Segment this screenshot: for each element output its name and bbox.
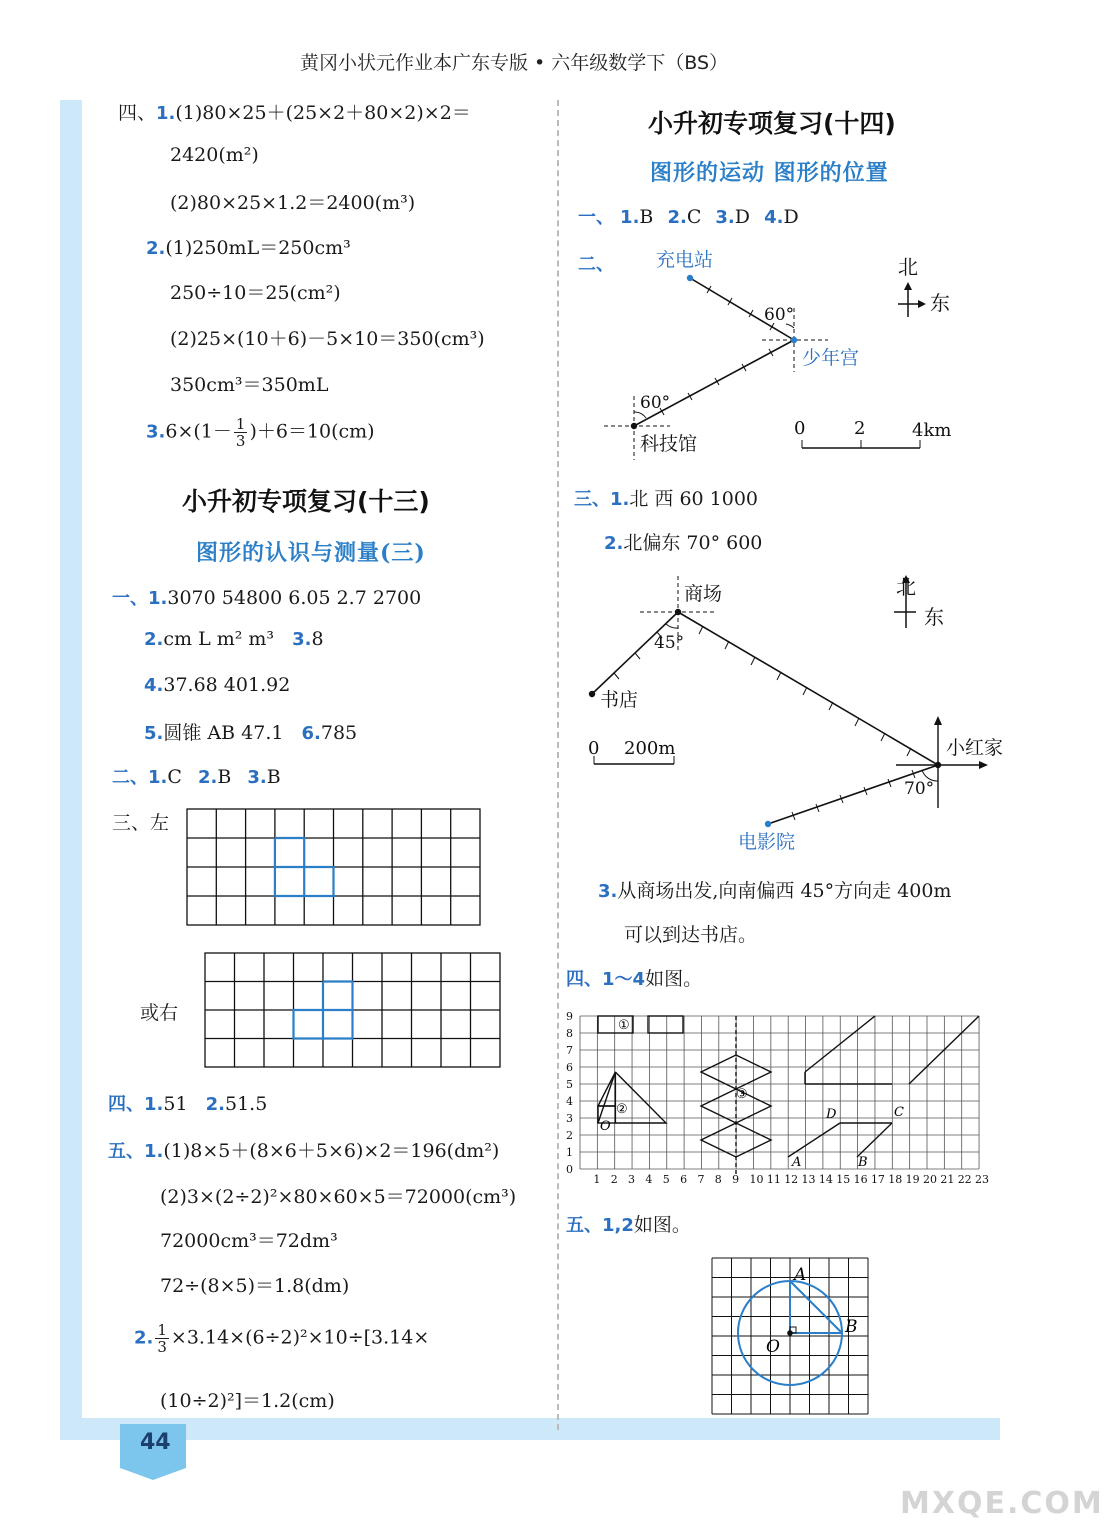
map-diagram-2: [578, 568, 1018, 858]
grid-mark: C: [894, 1105, 904, 1120]
r-part-4-label: [566, 964, 702, 991]
x-tick-label: 20: [923, 1173, 937, 1186]
part-2: [112, 763, 281, 789]
answer-text: 从商场出发,向南偏西 45°方向走 400m: [617, 880, 952, 902]
answer-text: 北偏东 70° 600: [623, 532, 763, 554]
part-3-alt-label: 或右: [140, 1002, 179, 1024]
circle-mark: B: [845, 1317, 858, 1337]
part-3-label: 三、左: [112, 812, 170, 834]
x-tick-label: 18: [888, 1173, 903, 1186]
coordinate-grid: [560, 1006, 990, 1194]
question-range: 1～4: [602, 969, 646, 990]
answer-text: )＋6＝10(cm): [249, 420, 375, 443]
part-1-q1: [112, 584, 421, 610]
x-tick-label: 22: [957, 1173, 972, 1186]
y-tick-label: 5: [566, 1078, 573, 1091]
question-number: 3.: [292, 629, 312, 650]
x-tick-label: 21: [940, 1173, 955, 1186]
question-number: 3.: [598, 881, 618, 902]
watermark: MXQE.COM: [900, 1486, 1104, 1521]
compass-north: 北: [896, 575, 916, 599]
grid-mark: ③: [736, 1087, 748, 1102]
answer-line: 2420(m²): [170, 144, 259, 166]
x-tick-label: 23: [975, 1173, 990, 1186]
answer-text: 51: [163, 1093, 188, 1115]
section-title-13: 小升初专项复习(十三): [182, 487, 430, 516]
question-number: 1.: [148, 588, 168, 609]
x-tick-label: 7: [697, 1173, 705, 1186]
x-tick-label: 13: [801, 1173, 816, 1186]
section-label: 五、: [566, 1215, 602, 1236]
y-tick-label: 4: [566, 1095, 573, 1108]
question-number: 3.: [146, 421, 166, 443]
y-tick-label: 6: [566, 1061, 573, 1074]
answer-text: 51.5: [224, 1093, 268, 1115]
grid-mark: D: [826, 1107, 837, 1122]
x-tick-label: 19: [905, 1173, 920, 1186]
answer-text: 圆锥 AB 47.1: [163, 722, 284, 744]
r-part-5-label: [566, 1210, 691, 1237]
part-5-q2: [134, 1322, 429, 1355]
question-number: 2.: [134, 1327, 154, 1349]
map-label-mall: 商场: [684, 583, 723, 605]
x-tick-label: 11: [766, 1173, 781, 1186]
answer-text: B: [266, 766, 281, 788]
y-tick-label: 0: [566, 1163, 573, 1176]
fraction: $\frac{1}{3}$: [157, 1321, 167, 1356]
question-number: 6.: [301, 723, 321, 744]
y-tick-label: 8: [566, 1027, 573, 1040]
x-tick-label: 12: [784, 1173, 799, 1186]
page-header: 黄冈小状元作业本广东专版 • 六年级数学下（BS）: [300, 52, 729, 74]
cube-net-shape: [294, 982, 353, 1039]
question-3: [146, 416, 375, 449]
answer-text: 8: [311, 628, 324, 650]
angle-label: 70°: [904, 779, 935, 799]
fraction: $\frac{1}{3}$: [235, 415, 246, 450]
section-label: 一、: [112, 588, 148, 609]
question-number: 5.: [144, 723, 164, 744]
scale-label: 4km: [912, 420, 952, 441]
question-number: 2.: [604, 533, 624, 554]
y-tick-label: 2: [566, 1129, 573, 1142]
y-tick-label: 9: [566, 1010, 573, 1023]
grid-figure-left: [186, 808, 482, 928]
compass-east: 东: [930, 291, 950, 315]
part-1-q2: [144, 628, 324, 650]
angle-label: 45°: [654, 633, 685, 653]
question-number: 4.: [144, 675, 164, 696]
answer-text: 6×(1－: [165, 420, 232, 443]
answer-line: 72÷(8×5)＝1.8(dm): [160, 1275, 350, 1297]
question-number: 1.: [148, 767, 168, 788]
grid-mark: B: [858, 1155, 868, 1170]
y-tick-label: 1: [566, 1146, 573, 1159]
bottom-margin-bar: [60, 1418, 1000, 1440]
x-tick-label: 8: [714, 1173, 722, 1186]
question-number: 1.: [620, 207, 640, 228]
y-tick-label: 7: [566, 1044, 573, 1057]
section-label: 一、: [578, 207, 614, 228]
answer-text: D: [734, 206, 751, 228]
section-label: 四、: [118, 102, 157, 124]
answer-text: C: [167, 766, 182, 788]
left-margin-bar: [60, 100, 82, 1430]
page-number: 44: [140, 1430, 171, 1455]
part-5-q1: [108, 1136, 499, 1163]
x-tick-label: 4: [645, 1173, 653, 1186]
r-part-1: [578, 203, 799, 229]
question-number: 1.: [156, 103, 176, 124]
y-tick-label: 3: [566, 1112, 573, 1125]
question-number: 1.: [144, 1094, 164, 1115]
section-label: 二、: [112, 767, 148, 788]
angle-label: 60°: [640, 393, 671, 413]
question-number: 2.: [667, 207, 687, 228]
x-tick-label: 10: [749, 1173, 764, 1186]
answer-line: (10÷2)²]＝1.2(cm): [160, 1390, 335, 1412]
x-tick-label: 14: [818, 1173, 833, 1186]
answer-line: 250÷10＝25(cm²): [170, 282, 341, 304]
question-number: 2.: [205, 1094, 225, 1115]
x-tick-label: 5: [662, 1173, 670, 1186]
scale-label: 0: [794, 418, 806, 439]
compass-north: 北: [898, 255, 918, 279]
x-tick-label: 2: [610, 1173, 618, 1186]
section-label: 三、: [574, 489, 610, 510]
question-range: 1,2: [602, 1215, 634, 1236]
grid-mark: A: [792, 1155, 802, 1170]
x-tick-label: 1: [593, 1173, 601, 1186]
question-number: 2.: [144, 629, 164, 650]
answer-line: (2)25×(10＋6)－5×10＝350(cm³): [170, 328, 485, 350]
question-number: 3.: [247, 767, 267, 788]
answer-text: 如图。: [645, 968, 703, 990]
section-label: 四、: [566, 969, 602, 990]
r-part-3-q1: [574, 484, 758, 511]
part-4: [108, 1090, 267, 1116]
answer-line: 可以到达书店。: [624, 924, 758, 946]
map-label-home: 小红家: [946, 737, 1004, 759]
answer-text: D: [783, 206, 799, 228]
map-label-youth-palace: 少年宫: [802, 347, 860, 369]
grid-mark: O: [600, 1119, 611, 1134]
answer-line: (2)80×25×1.2＝2400(m³): [170, 192, 416, 214]
section-title-14: 小升初专项复习(十四): [648, 109, 896, 138]
answer-text: 37.68 401.92: [163, 674, 291, 696]
x-tick-label: 17: [870, 1173, 885, 1186]
section-label: 四、: [108, 1094, 144, 1115]
map-label-station: 充电站: [656, 249, 714, 271]
grid-axis-labels: [566, 1010, 989, 1186]
answer-text: (1)8×5＋(8×6＋5×6)×2＝196(dm²): [163, 1140, 500, 1162]
grid-figure-right: [204, 952, 502, 1070]
section-subtitle-13: 图形的认识与测量(三): [196, 540, 426, 566]
question-number: 4.: [764, 207, 784, 228]
grid-lines: [580, 1016, 979, 1169]
answer-line: 350cm³＝350mL: [170, 374, 329, 396]
answer-text: (1)250mL＝250cm³: [165, 237, 351, 259]
question-number: 3.: [715, 207, 735, 228]
map-label-tech-museum: 科技馆: [640, 433, 698, 455]
question-2: [146, 233, 351, 260]
scale-label: 2: [854, 418, 866, 439]
x-tick-label: 9: [732, 1173, 740, 1186]
map-label-cinema: 电影院: [738, 831, 796, 853]
answer-line: 72000cm³＝72dm³: [160, 1230, 338, 1252]
answer-text: 3070 54800 6.05 2.7 2700: [167, 587, 422, 609]
question-number: 1.: [144, 1141, 164, 1162]
r-part-3-q2: [604, 528, 762, 555]
grid-mark: ②: [616, 1102, 628, 1117]
question-number: 1.: [610, 489, 630, 510]
scale-label: 0: [588, 738, 600, 759]
x-tick-label: 6: [680, 1173, 688, 1186]
part-1-q5: [144, 718, 357, 745]
answer-text: B: [217, 766, 232, 788]
answer-line: (2)3×(2÷2)²×80×60×5＝72000(cm³): [160, 1186, 517, 1208]
answer-text: ×3.14×(6÷2)²×10÷[3.14×: [170, 1326, 430, 1349]
circle-grid-figure: [708, 1256, 872, 1416]
compass-east: 东: [924, 605, 944, 629]
x-tick-label: 16: [853, 1173, 868, 1186]
circle-mark: A: [794, 1265, 807, 1285]
cube-net-shape: [275, 838, 334, 896]
grid-mark: ①: [618, 1018, 630, 1033]
answer-text: (1)80×25＋(25×2＋80×2)×2＝: [175, 102, 471, 124]
map-diagram-1: [590, 240, 970, 470]
circle-mark: O: [766, 1337, 780, 1357]
part-1-q4: [144, 674, 290, 696]
scale-label: 200m: [624, 738, 676, 759]
x-tick-label: 15: [836, 1173, 851, 1186]
answer-text: 北 西 60 1000: [629, 488, 759, 510]
section-4-label: [118, 98, 471, 125]
section-subtitle-14: 图形的运动 图形的位置: [650, 160, 889, 186]
column-divider: [557, 100, 559, 1430]
answer-text: 785: [320, 722, 358, 744]
question-number: 2.: [197, 767, 218, 788]
answer-text: cm L m² m³: [163, 628, 275, 650]
r-part-3-q3: [598, 876, 951, 903]
answer-text: C: [686, 206, 702, 228]
x-tick-label: 3: [628, 1173, 636, 1186]
angle-label: 60°: [764, 305, 795, 325]
answer-text: B: [639, 206, 654, 228]
question-number: 2.: [146, 238, 166, 259]
r-part-2-label: 二、: [578, 254, 614, 275]
answer-text: 如图。: [633, 1214, 691, 1236]
map-label-bookstore: 书店: [600, 689, 639, 711]
section-label: 五、: [108, 1141, 144, 1162]
